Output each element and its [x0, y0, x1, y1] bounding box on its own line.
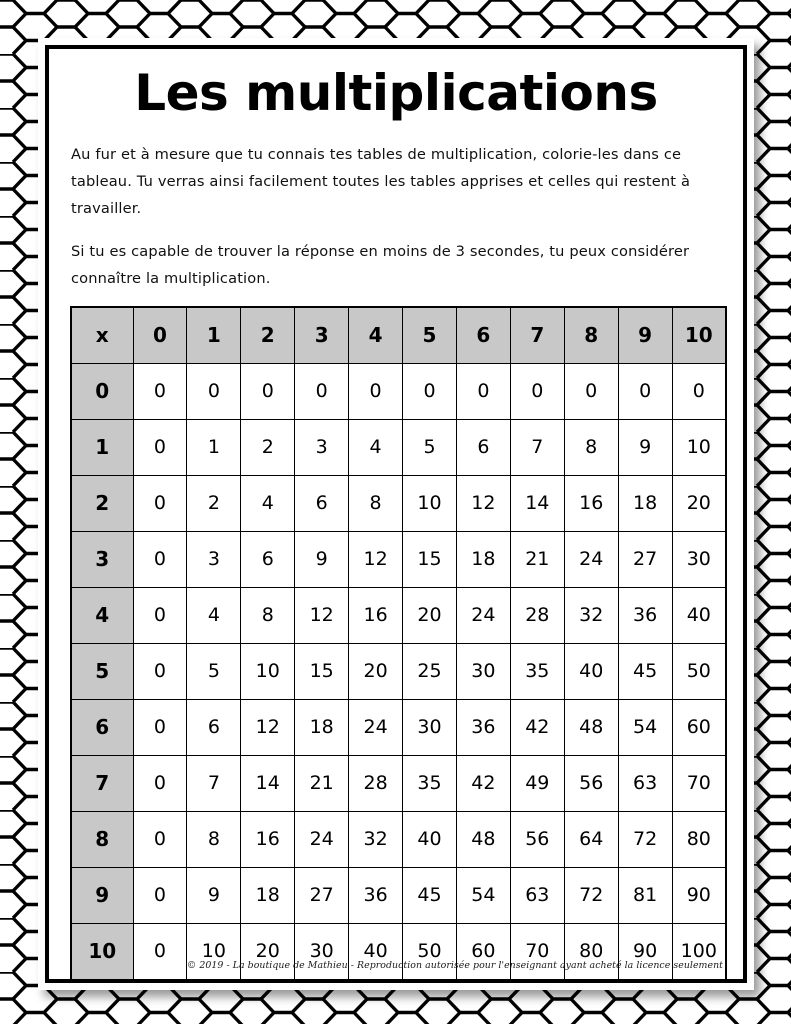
product-cell[interactable]: 40	[349, 923, 403, 980]
card-frame-border	[45, 45, 747, 983]
table-header-row	[71, 307, 726, 364]
product-cell[interactable]: 48	[456, 811, 510, 867]
product-cell[interactable]: 0	[133, 755, 187, 811]
product-cell[interactable]: 14	[241, 755, 295, 811]
column-header-7: 7	[510, 307, 564, 364]
product-cell[interactable]: 32	[349, 811, 403, 867]
product-cell[interactable]: 3	[187, 531, 241, 587]
product-cell[interactable]: 60	[456, 923, 510, 980]
product-cell[interactable]: 16	[564, 475, 618, 531]
table-row	[71, 531, 726, 587]
table-row	[71, 419, 726, 475]
product-cell[interactable]: 2	[187, 475, 241, 531]
product-cell[interactable]: 50	[403, 923, 457, 980]
worksheet-card	[38, 38, 754, 990]
product-cell[interactable]: 18	[456, 531, 510, 587]
product-cell[interactable]: 32	[564, 587, 618, 643]
product-cell[interactable]: 0	[349, 363, 403, 419]
row-header-9: 9	[71, 867, 133, 923]
product-cell[interactable]: 7	[510, 419, 564, 475]
product-cell[interactable]: 0	[618, 363, 672, 419]
product-cell[interactable]: 20	[672, 475, 726, 531]
product-cell[interactable]: 12	[241, 699, 295, 755]
row-header-3: 3	[71, 531, 133, 587]
card-content	[49, 49, 743, 979]
product-cell[interactable]: 0	[133, 699, 187, 755]
row-header-1: 1	[71, 419, 133, 475]
row-header-6: 6	[71, 699, 133, 755]
product-cell[interactable]: 10	[403, 475, 457, 531]
column-header-9: 9	[618, 307, 672, 364]
product-cell[interactable]: 63	[510, 867, 564, 923]
table-row	[71, 475, 726, 531]
product-cell[interactable]: 36	[456, 699, 510, 755]
product-cell[interactable]: 2	[241, 419, 295, 475]
column-header-2: 2	[241, 307, 295, 364]
product-cell[interactable]: 9	[187, 867, 241, 923]
column-header-0: 0	[133, 307, 187, 364]
table-body	[71, 363, 726, 980]
product-cell[interactable]: 0	[133, 475, 187, 531]
product-cell[interactable]: 56	[564, 755, 618, 811]
product-cell[interactable]: 40	[403, 811, 457, 867]
row-header-5: 5	[71, 643, 133, 699]
product-cell[interactable]: 64	[564, 811, 618, 867]
product-cell[interactable]: 21	[295, 755, 349, 811]
product-cell[interactable]: 0	[133, 867, 187, 923]
product-cell[interactable]: 27	[618, 531, 672, 587]
product-cell[interactable]: 16	[349, 587, 403, 643]
product-cell[interactable]: 24	[564, 531, 618, 587]
intro-paragraph-1: Au fur et à mesure que tu connais tes tables de multiplication, colorie-les dans ce tableau. Tu verras ainsi facilement toutes les tables apprises et celles qui restent à travailler.	[71, 145, 691, 217]
product-cell[interactable]: 0	[510, 363, 564, 419]
product-cell[interactable]: 5	[187, 643, 241, 699]
product-cell[interactable]: 21	[510, 531, 564, 587]
row-header-4: 4	[71, 587, 133, 643]
column-header-4: 4	[349, 307, 403, 364]
product-cell[interactable]: 18	[618, 475, 672, 531]
product-cell[interactable]: 20	[403, 587, 457, 643]
product-cell[interactable]: 0	[564, 363, 618, 419]
product-cell[interactable]: 56	[510, 811, 564, 867]
product-cell[interactable]: 28	[510, 587, 564, 643]
column-header-3: 3	[295, 307, 349, 364]
product-cell[interactable]: 1	[187, 419, 241, 475]
product-cell[interactable]: 0	[133, 923, 187, 980]
product-cell[interactable]: 20	[241, 923, 295, 980]
product-cell[interactable]: 90	[672, 867, 726, 923]
product-cell[interactable]: 0	[403, 363, 457, 419]
product-cell[interactable]: 70	[672, 755, 726, 811]
product-cell[interactable]: 48	[564, 699, 618, 755]
column-header-1: 1	[187, 307, 241, 364]
product-cell[interactable]: 70	[510, 923, 564, 980]
product-cell[interactable]: 18	[295, 699, 349, 755]
product-cell[interactable]: 27	[295, 867, 349, 923]
product-cell[interactable]: 0	[133, 643, 187, 699]
product-cell[interactable]: 30	[295, 923, 349, 980]
product-cell[interactable]: 45	[403, 867, 457, 923]
product-cell[interactable]: 15	[403, 531, 457, 587]
product-cell[interactable]: 6	[187, 699, 241, 755]
product-cell[interactable]: 0	[672, 363, 726, 419]
product-cell[interactable]: 81	[618, 867, 672, 923]
product-cell[interactable]: 9	[295, 531, 349, 587]
product-cell[interactable]: 8	[564, 419, 618, 475]
product-cell[interactable]: 15	[295, 643, 349, 699]
multiplication-table-container	[67, 306, 725, 981]
product-cell[interactable]: 8	[187, 811, 241, 867]
page-title: Les multiplications	[134, 64, 658, 122]
product-cell[interactable]: 5	[403, 419, 457, 475]
product-cell[interactable]: 10	[672, 419, 726, 475]
product-cell[interactable]: 14	[510, 475, 564, 531]
row-header-2: 2	[71, 475, 133, 531]
product-cell[interactable]: 0	[133, 587, 187, 643]
copyright-footer: © 2019 - La boutique de Mathieu - Reproduction autorisée pour l'enseignant ayant acheté la licence seulement	[186, 960, 723, 971]
product-cell[interactable]: 49	[510, 755, 564, 811]
row-header-8: 8	[71, 811, 133, 867]
product-cell[interactable]: 16	[241, 811, 295, 867]
product-cell[interactable]: 24	[295, 811, 349, 867]
product-cell[interactable]: 10	[187, 923, 241, 980]
product-cell[interactable]: 63	[618, 755, 672, 811]
product-cell[interactable]: 30	[672, 531, 726, 587]
product-cell[interactable]: 0	[133, 363, 187, 419]
table-row	[71, 867, 726, 923]
product-cell[interactable]: 36	[618, 587, 672, 643]
product-cell[interactable]: 12	[456, 475, 510, 531]
product-cell[interactable]: 24	[456, 587, 510, 643]
product-cell[interactable]: 42	[456, 755, 510, 811]
multiplication-table	[70, 306, 727, 981]
product-cell[interactable]: 80	[672, 811, 726, 867]
product-cell[interactable]: 36	[349, 867, 403, 923]
product-cell[interactable]: 25	[403, 643, 457, 699]
table-row	[71, 923, 726, 980]
product-cell[interactable]: 6	[456, 419, 510, 475]
table-row	[71, 587, 726, 643]
product-cell[interactable]: 50	[672, 643, 726, 699]
product-cell[interactable]: 90	[618, 923, 672, 980]
product-cell[interactable]: 72	[618, 811, 672, 867]
product-cell[interactable]: 8	[241, 587, 295, 643]
product-cell[interactable]: 12	[295, 587, 349, 643]
column-header-8: 8	[564, 307, 618, 364]
product-cell[interactable]: 4	[349, 419, 403, 475]
product-cell[interactable]: 35	[403, 755, 457, 811]
product-cell[interactable]: 6	[241, 531, 295, 587]
product-cell[interactable]: 0	[241, 363, 295, 419]
product-cell[interactable]: 0	[133, 531, 187, 587]
intro-paragraph-2: Si tu es capable de trouver la réponse en moins de 3 secondes, tu peux considérer connaître la multiplication.	[71, 242, 690, 287]
column-header-5: 5	[403, 307, 457, 364]
product-cell[interactable]: 40	[672, 587, 726, 643]
product-cell[interactable]: 10	[241, 643, 295, 699]
table-row	[71, 643, 726, 699]
product-cell[interactable]: 24	[349, 699, 403, 755]
product-cell[interactable]: 72	[564, 867, 618, 923]
product-cell[interactable]: 4	[187, 587, 241, 643]
column-header-10: 10	[672, 307, 726, 364]
column-header-6: 6	[456, 307, 510, 364]
product-cell[interactable]: 54	[618, 699, 672, 755]
product-cell[interactable]: 30	[403, 699, 457, 755]
product-cell[interactable]: 54	[456, 867, 510, 923]
product-cell[interactable]: 9	[618, 419, 672, 475]
table-row	[71, 699, 726, 755]
product-cell[interactable]: 6	[295, 475, 349, 531]
product-cell[interactable]: 0	[133, 811, 187, 867]
table-header	[71, 307, 726, 364]
product-cell[interactable]: 100	[672, 923, 726, 980]
product-cell[interactable]: 18	[241, 867, 295, 923]
product-cell[interactable]: 80	[564, 923, 618, 980]
product-cell[interactable]: 0	[133, 419, 187, 475]
product-cell[interactable]: 30	[456, 643, 510, 699]
product-cell[interactable]: 4	[241, 475, 295, 531]
table-row	[71, 363, 726, 419]
product-cell[interactable]: 3	[295, 419, 349, 475]
product-cell[interactable]: 0	[187, 363, 241, 419]
product-cell[interactable]: 7	[187, 755, 241, 811]
product-cell[interactable]: 42	[510, 699, 564, 755]
product-cell[interactable]: 12	[349, 531, 403, 587]
row-header-10: 10	[71, 923, 133, 980]
table-corner-cell: x	[71, 307, 133, 364]
product-cell[interactable]: 35	[510, 643, 564, 699]
product-cell[interactable]: 60	[672, 699, 726, 755]
product-cell[interactable]: 45	[618, 643, 672, 699]
product-cell[interactable]: 28	[349, 755, 403, 811]
table-row	[71, 755, 726, 811]
row-header-0: 0	[71, 363, 133, 419]
product-cell[interactable]: 0	[295, 363, 349, 419]
product-cell[interactable]: 40	[564, 643, 618, 699]
product-cell[interactable]: 8	[349, 475, 403, 531]
product-cell[interactable]: 0	[456, 363, 510, 419]
product-cell[interactable]: 20	[349, 643, 403, 699]
table-row	[71, 811, 726, 867]
row-header-7: 7	[71, 755, 133, 811]
